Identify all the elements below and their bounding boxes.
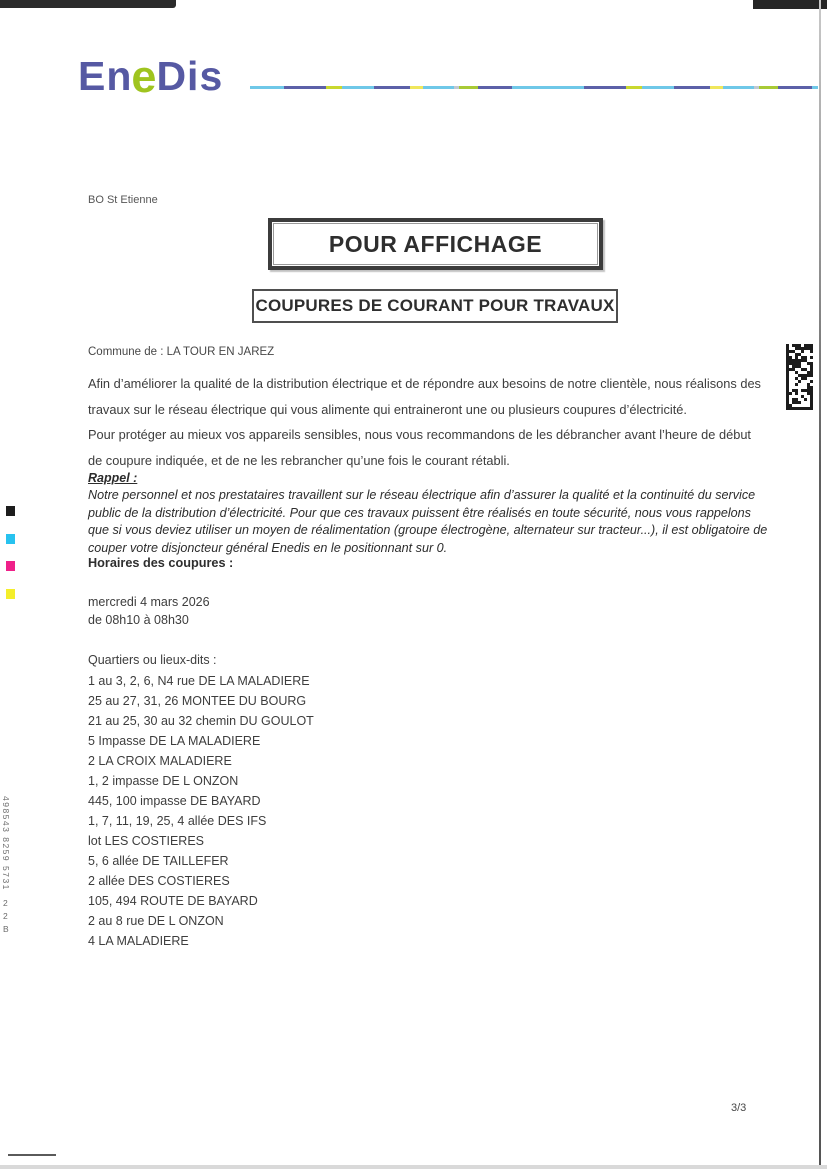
commune-line: Commune de : LA TOUR EN JAREZ (88, 346, 275, 358)
intro-paragraph: Afin d’améliorer la qualité de la distribution électrique et de répondre aux besoins de notre clientèle, nous réalisons des travaux sur le réseau électrique qui vous alimente qui entraineront une ou plusieurs coupures d’électricité. (88, 376, 761, 417)
enedis-logo (78, 48, 223, 104)
districts-heading: Quartiers ou lieux-dits : (88, 653, 217, 667)
schedule-date: mercredi 4 mars 2026 (88, 595, 210, 609)
enedis-logo-text: Dis (156, 52, 224, 99)
scan-artifact-right-edge-line (819, 0, 821, 1169)
side-print-char: 2 (3, 898, 8, 908)
street-line: 1 au 3, 2, 6, N4 rue DE LA MALADIERE (88, 674, 310, 688)
pour-affichage-banner (268, 218, 603, 270)
street-line: 5 Impasse DE LA MALADIERE (88, 734, 261, 748)
side-print-char: 2 (3, 911, 8, 921)
scan-artifact-top-left-bar (0, 0, 176, 8)
side-print-char: B (3, 924, 9, 934)
page-number: 3/3 (731, 1102, 747, 1114)
street-line: 21 au 25, 30 au 32 chemin DU GOULOT (88, 714, 314, 728)
schedule-heading: Horaires des coupures : (88, 556, 234, 570)
pour-affichage-text: POUR AFFICHAGE (328, 230, 543, 257)
registration-mark-black (6, 506, 15, 516)
side-print-code: 498543 8259 5731 (1, 796, 11, 891)
street-line: 2 LA CROIX MALADIERE (88, 754, 232, 768)
scan-artifact-bottom-edge-line (0, 1165, 827, 1169)
street-line: 2 allée DES COSTIERES (88, 874, 230, 888)
document-title-banner (252, 289, 618, 323)
street-line: 1, 7, 11, 19, 25, 4 allée DES IFS (88, 814, 267, 828)
registration-mark-cyan (6, 534, 15, 544)
street-line: 105, 494 ROUTE DE BAYARD (88, 894, 258, 908)
street-line: 4 LA MALADIERE (88, 934, 189, 948)
advice-paragraph: Pour protéger au mieux vos appareils sensibles, nous vous recommandons de les débrancher avant l’heure de début de coupure indiquée, et de ne les rebrancher qu’une fois le courant rétabli. (88, 427, 751, 468)
street-line: 2 au 8 rue DE L ONZON (88, 914, 224, 928)
registration-mark-yellow (6, 589, 15, 599)
street-line: lot LES COSTIERES (88, 834, 205, 848)
rappel-paragraph: Notre personnel et nos prestataires travaillent sur le réseau électrique afin d’assurer la qualité et la continuité du service public de la distribution d’électricité. Pour que ces travaux puissent être réalisés en toute sécurité, nous vous rappelons que si vous deviez utiliser un moyen de réalimentation (groupe électrogène, alternateur sur tracteur...), il est obligatoire de couper votre disjoncteur général Enedis en le positionnant sur 0. (88, 488, 768, 555)
datamatrix-barcode (786, 344, 813, 410)
office-label: BO St Etienne (88, 194, 158, 206)
enedis-logo-green-e: e (131, 50, 158, 102)
street-line: 25 au 27, 31, 26 MONTEE DU BOURG (88, 694, 307, 708)
street-line: 445, 100 impasse DE BAYARD (88, 794, 261, 808)
document-title-text: COUPURES DE COURANT POUR TRAVAUX (255, 296, 615, 315)
street-line: 1, 2 impasse DE L ONZON (88, 774, 239, 788)
registration-mark-magenta (6, 561, 15, 571)
scan-artifact-top-right-bar (753, 0, 827, 9)
enedis-logo-text: En (78, 52, 133, 99)
schedule-time: de 08h10 à 08h30 (88, 613, 189, 627)
street-list (88, 671, 588, 951)
rappel-label: Rappel : (88, 471, 138, 485)
header-dashed-rule (250, 86, 818, 89)
street-line: 5, 6 allée DE TAILLEFER (88, 854, 229, 868)
scan-artifact-bottom-left-dash (8, 1154, 56, 1156)
